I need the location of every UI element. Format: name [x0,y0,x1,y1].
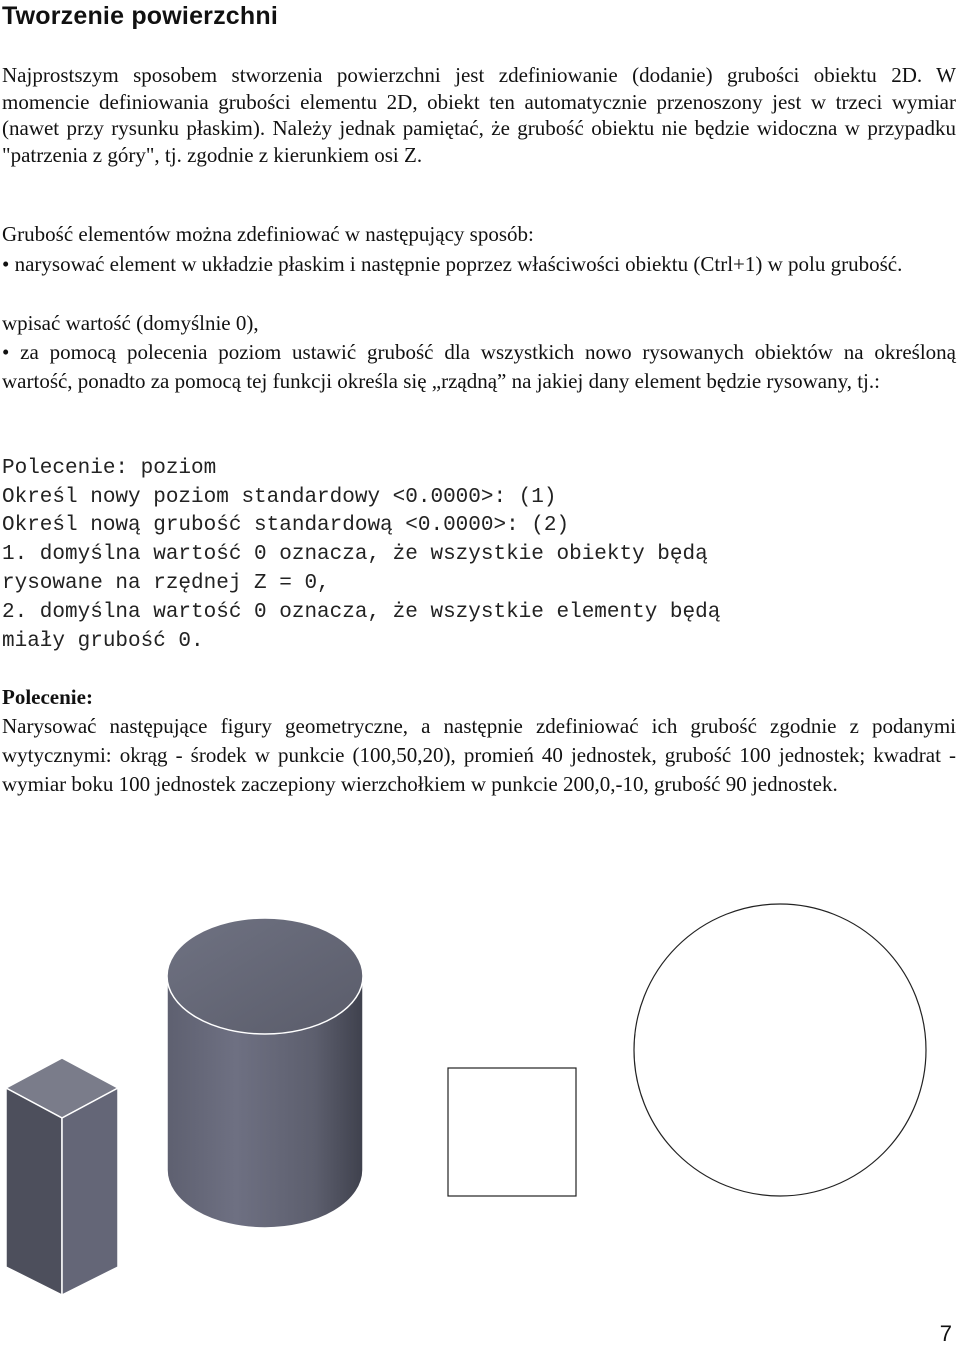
extruded-square-prism [6,1058,118,1295]
command-line: Określ nowy poziom standardowy <0.0000>: (1) [2,486,557,509]
command-note: 1. domyślna wartość 0 oznacza, że wszystkie obiekty będą [2,543,708,566]
flat-circle-outline [634,904,926,1196]
page-title: Tworzenie powierzchni [2,2,278,30]
cylinder-top [167,918,363,1034]
method-bullet-1: • narysować element w układzie płaskim i następnie poprzez właściwości obiektu (Ctrl+1) w polu grubość. [2,252,903,276]
geometry-illustration [0,880,960,1300]
methods-heading: Grubość elementów można zdefiniować w następujący sposób: [2,222,534,246]
command-note: miały grubość 0. [2,630,204,653]
flat-square-outline [448,1068,576,1196]
intro-paragraph: Najprostszym sposobem stworzenia powierzchni jest zdefiniowanie (dodanie) grubości obiektu 2D. W momencie definiowania grubości elementu 2D, obiekt ten automatycznie przenoszony jest w trzeci wymiar (nawet przy rysunku płaskim). Należy jednak pamiętać, że grubość obiektu nie będzie widoczna w przypadku "patrzenia z góry", tj. zgodnie z kierunkiem osi Z. [2,63,956,167]
prism-right-face [62,1088,118,1295]
extruded-cylinder [167,918,363,1228]
method-bullet-2: • za pomocą polecenia poziom ustawić grubość dla wszystkich nowo rysowanych obiektów na określoną wartość, ponadto za pomocą tej funkcji określa się „rządną” na jakiej dany element będzie rysowany, tj.: [2,340,956,393]
command-line: Polecenie: poziom [2,457,217,480]
task-label: Polecenie: [2,685,93,709]
task-text: Narysować następujące figury geometryczne, a następnie zdefiniować ich grubość zgodnie z podanymi wytycznymi: okrąg - środek w punkcie (100,50,20), promień 40 jednostek, grubość 100 jednostek; kwadrat - wymiar boku 100 jednostek zaczepiony wierzchołkiem w punkcie 200,0,-10, grubość 90 jednostek. [2,714,956,796]
command-line: Określ nową grubość standardową <0.0000>: (2) [2,514,570,537]
page-number: 7 [939,1321,952,1346]
prism-left-face [6,1088,62,1295]
command-note: 2. domyślna wartość 0 oznacza, że wszystkie elementy będą [2,601,721,624]
method-bullet-1-continuation: wpisać wartość (domyślnie 0), [2,311,259,335]
command-note: rysowane na rzędnej Z = 0, [2,572,330,595]
